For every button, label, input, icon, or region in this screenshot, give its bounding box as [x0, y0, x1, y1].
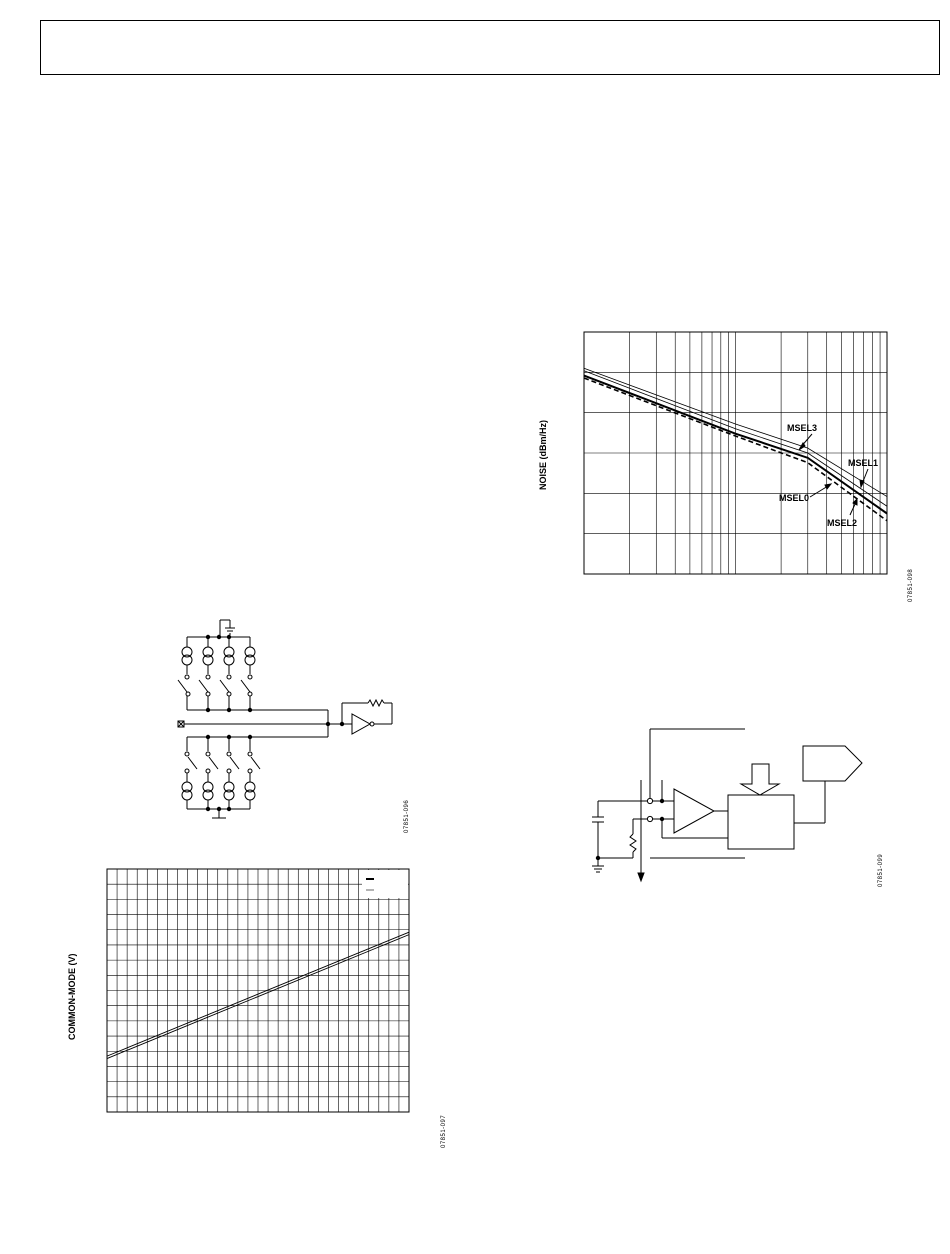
- schematic-junctions: [206, 635, 344, 811]
- page-header-box: [40, 20, 940, 75]
- bottom-switch-columns: [182, 752, 260, 809]
- noise-chart: [530, 325, 920, 610]
- y-axis-label: NOISE (dBm/Hz): [538, 419, 548, 490]
- top-switch-columns: [178, 637, 255, 696]
- switch-schematic: [170, 612, 430, 842]
- figure-code: 07851-097: [441, 1114, 447, 1148]
- y-axis-label: COMMON-MODE (V): [67, 953, 77, 1040]
- amp-adc-schematic: [585, 720, 895, 890]
- chart-grid: [584, 332, 887, 574]
- schematic-wiring: [592, 729, 862, 881]
- schematic-junctions: [596, 799, 664, 860]
- label-msel2: MSEL2: [827, 518, 858, 528]
- label-msel0: MSEL0: [779, 493, 810, 503]
- callout-arrows: [799, 434, 868, 515]
- label-msel3: MSEL3: [787, 423, 818, 433]
- figure-code: 07851-098: [908, 568, 914, 602]
- schematic-wiring: [178, 620, 392, 818]
- label-msel1: MSEL1: [848, 458, 879, 468]
- chart-grid: [107, 869, 409, 1112]
- common-mode-chart: [60, 865, 460, 1155]
- figure-code: 07851-096: [404, 799, 410, 833]
- figure-code: 07851-099: [878, 853, 884, 887]
- legend-box: [362, 870, 408, 898]
